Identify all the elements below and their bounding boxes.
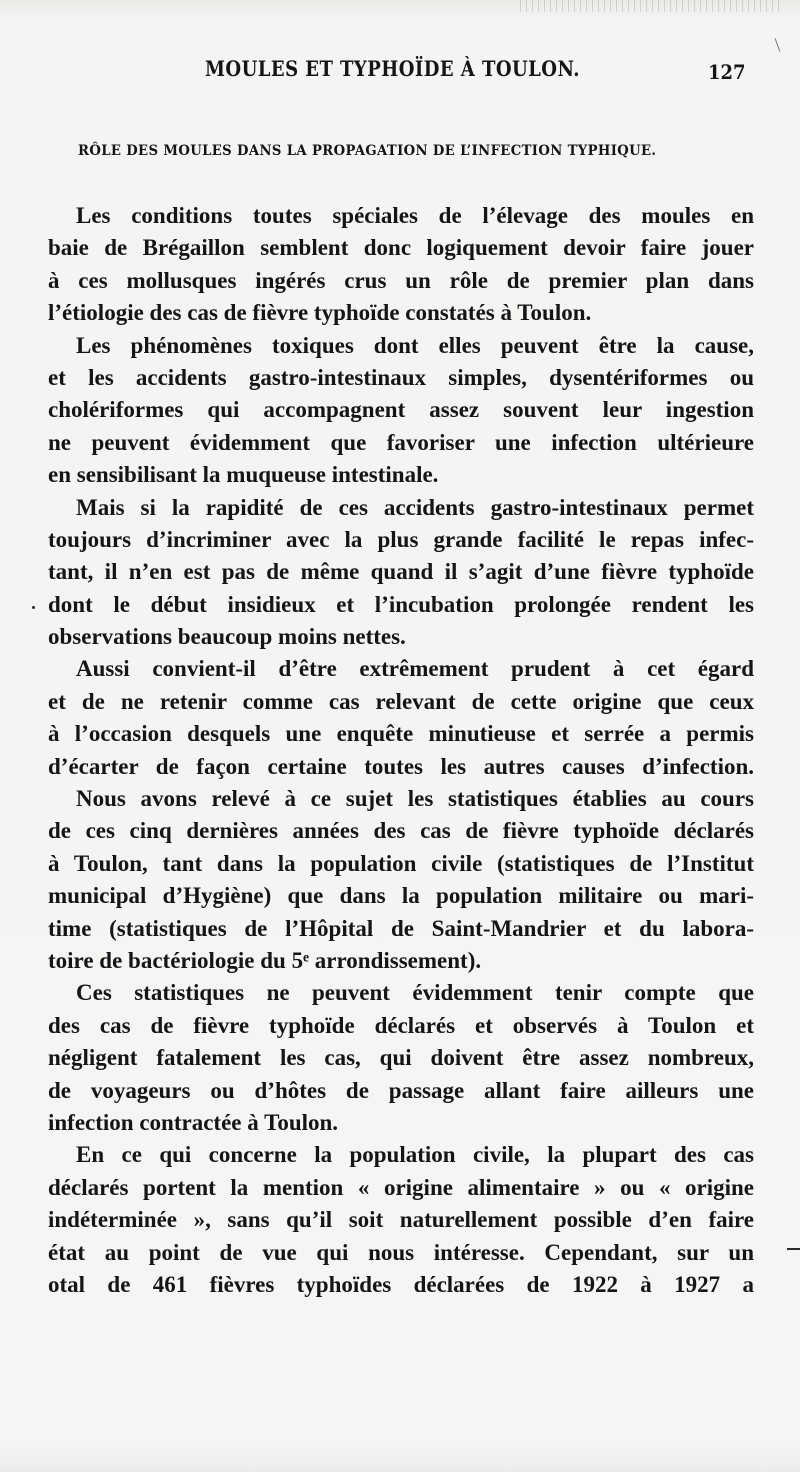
text-line: d’écarter de façon certaine toutes les autres causes d’infection. — [48, 753, 754, 779]
text-line: toujours d’incriminer avec la plus grande facilité le repas infec- — [48, 526, 754, 552]
text-line: dont le début insidieux et l’incubation prolongée rendent les — [48, 591, 754, 617]
text-line: infection contractée à Toulon. — [48, 1109, 339, 1135]
text-line: état au point de vue qui nous intéresse. Cependant, sur un — [48, 1239, 754, 1265]
text-line: baie de Brégaillon semblent donc logiquement devoir faire jouer — [48, 235, 754, 261]
text-line: toire de bactériologie du 5ᵉ arrondissement). — [48, 947, 482, 973]
running-head — [0, 56, 800, 92]
text-line: cholériformes qui accompagnent assez souvent leur ingestion — [48, 397, 754, 423]
text-line: tant, il n’en est pas de même quand il s’agit d’une fièvre typhoïde — [48, 559, 754, 585]
text-line: ne peuvent évidemment que favoriser une infection ultérieure — [48, 429, 754, 455]
text-line: et les accidents gastro-intestinaux simples, dysentériformes ou — [48, 364, 754, 390]
text-line: Nous avons relevé à ce sujet les statistiques établies au cours — [76, 786, 754, 812]
text-line: Les phénomènes toxiques dont elles peuvent être la cause, — [76, 332, 754, 358]
text-line: de ces cinq dernières années des cas de fièvre typhoïde déclarés — [48, 818, 754, 844]
margin-dash-mark — [787, 1248, 800, 1250]
text-line: l’étiologie des cas de fièvre typhoïde constatés à Toulon. — [48, 300, 592, 326]
text-line: Ces statistiques ne peuvent évidemment tenir compte que — [76, 980, 754, 1006]
text-line: indéterminée », sans qu’il soit naturellement possible d’en faire — [48, 1207, 754, 1233]
text-line: otal de 461 fièvres typhoïdes déclarées de 1922 à 1927 a — [48, 1271, 754, 1297]
text-line: Aussi convient-il d’être extrêmement prudent à cet égard — [76, 656, 754, 682]
text-line: En ce qui concerne la population civile, la plupart des cas — [76, 1142, 754, 1168]
running-title: MOULES ET TYPHOÏDE À TOULON. — [205, 56, 580, 81]
body-text — [48, 200, 754, 1301]
text-line: time (statistiques de l’Hôpital de Saint-Mandrier et du labora- — [48, 915, 754, 941]
text-line: et de ne retenir comme cas relevant de cette origine que ceux — [48, 688, 754, 714]
page-edge-marks — [520, 0, 780, 12]
section-title: RÔLE DES MOULES DANS LA PROPAGATION DE L’INFECTION TYPHIQUE. — [78, 143, 657, 159]
text-line: déclarés portent la mention « origine alimentaire » ou « origine — [48, 1174, 754, 1200]
margin-tick-mark — [775, 38, 781, 51]
text-line: de voyageurs ou d’hôtes de passage allant faire ailleurs une — [48, 1077, 754, 1103]
text-line: Les conditions toutes spéciales de l’élevage des moules en — [76, 203, 754, 228]
text-line: observations beaucoup moins nettes. — [48, 624, 406, 650]
text-line: Mais si la rapidité de ces accidents gastro-intestinaux permet — [76, 494, 754, 520]
text-line: en sensibilisant la muqueuse intestinale. — [48, 462, 439, 488]
text-line: à ces mollusques ingérés crus un rôle de premier plan dans — [48, 267, 754, 293]
text-line: à l’occasion desquels une enquête minutieuse et serrée a permis — [48, 721, 754, 747]
margin-dot-mark — [32, 606, 35, 609]
text-line: négligent fatalement les cas, qui doivent être assez nombreux, — [48, 1045, 754, 1071]
text-line: municipal d’Hygiène) que dans la population militaire ou mari- — [48, 883, 754, 909]
page-number: 127 — [708, 60, 746, 84]
text-line: des cas de fièvre typhoïde déclarés et observés à Toulon et — [48, 1012, 754, 1038]
text-line: à Toulon, tant dans la population civile (statistiques de l’Institut — [48, 850, 754, 876]
